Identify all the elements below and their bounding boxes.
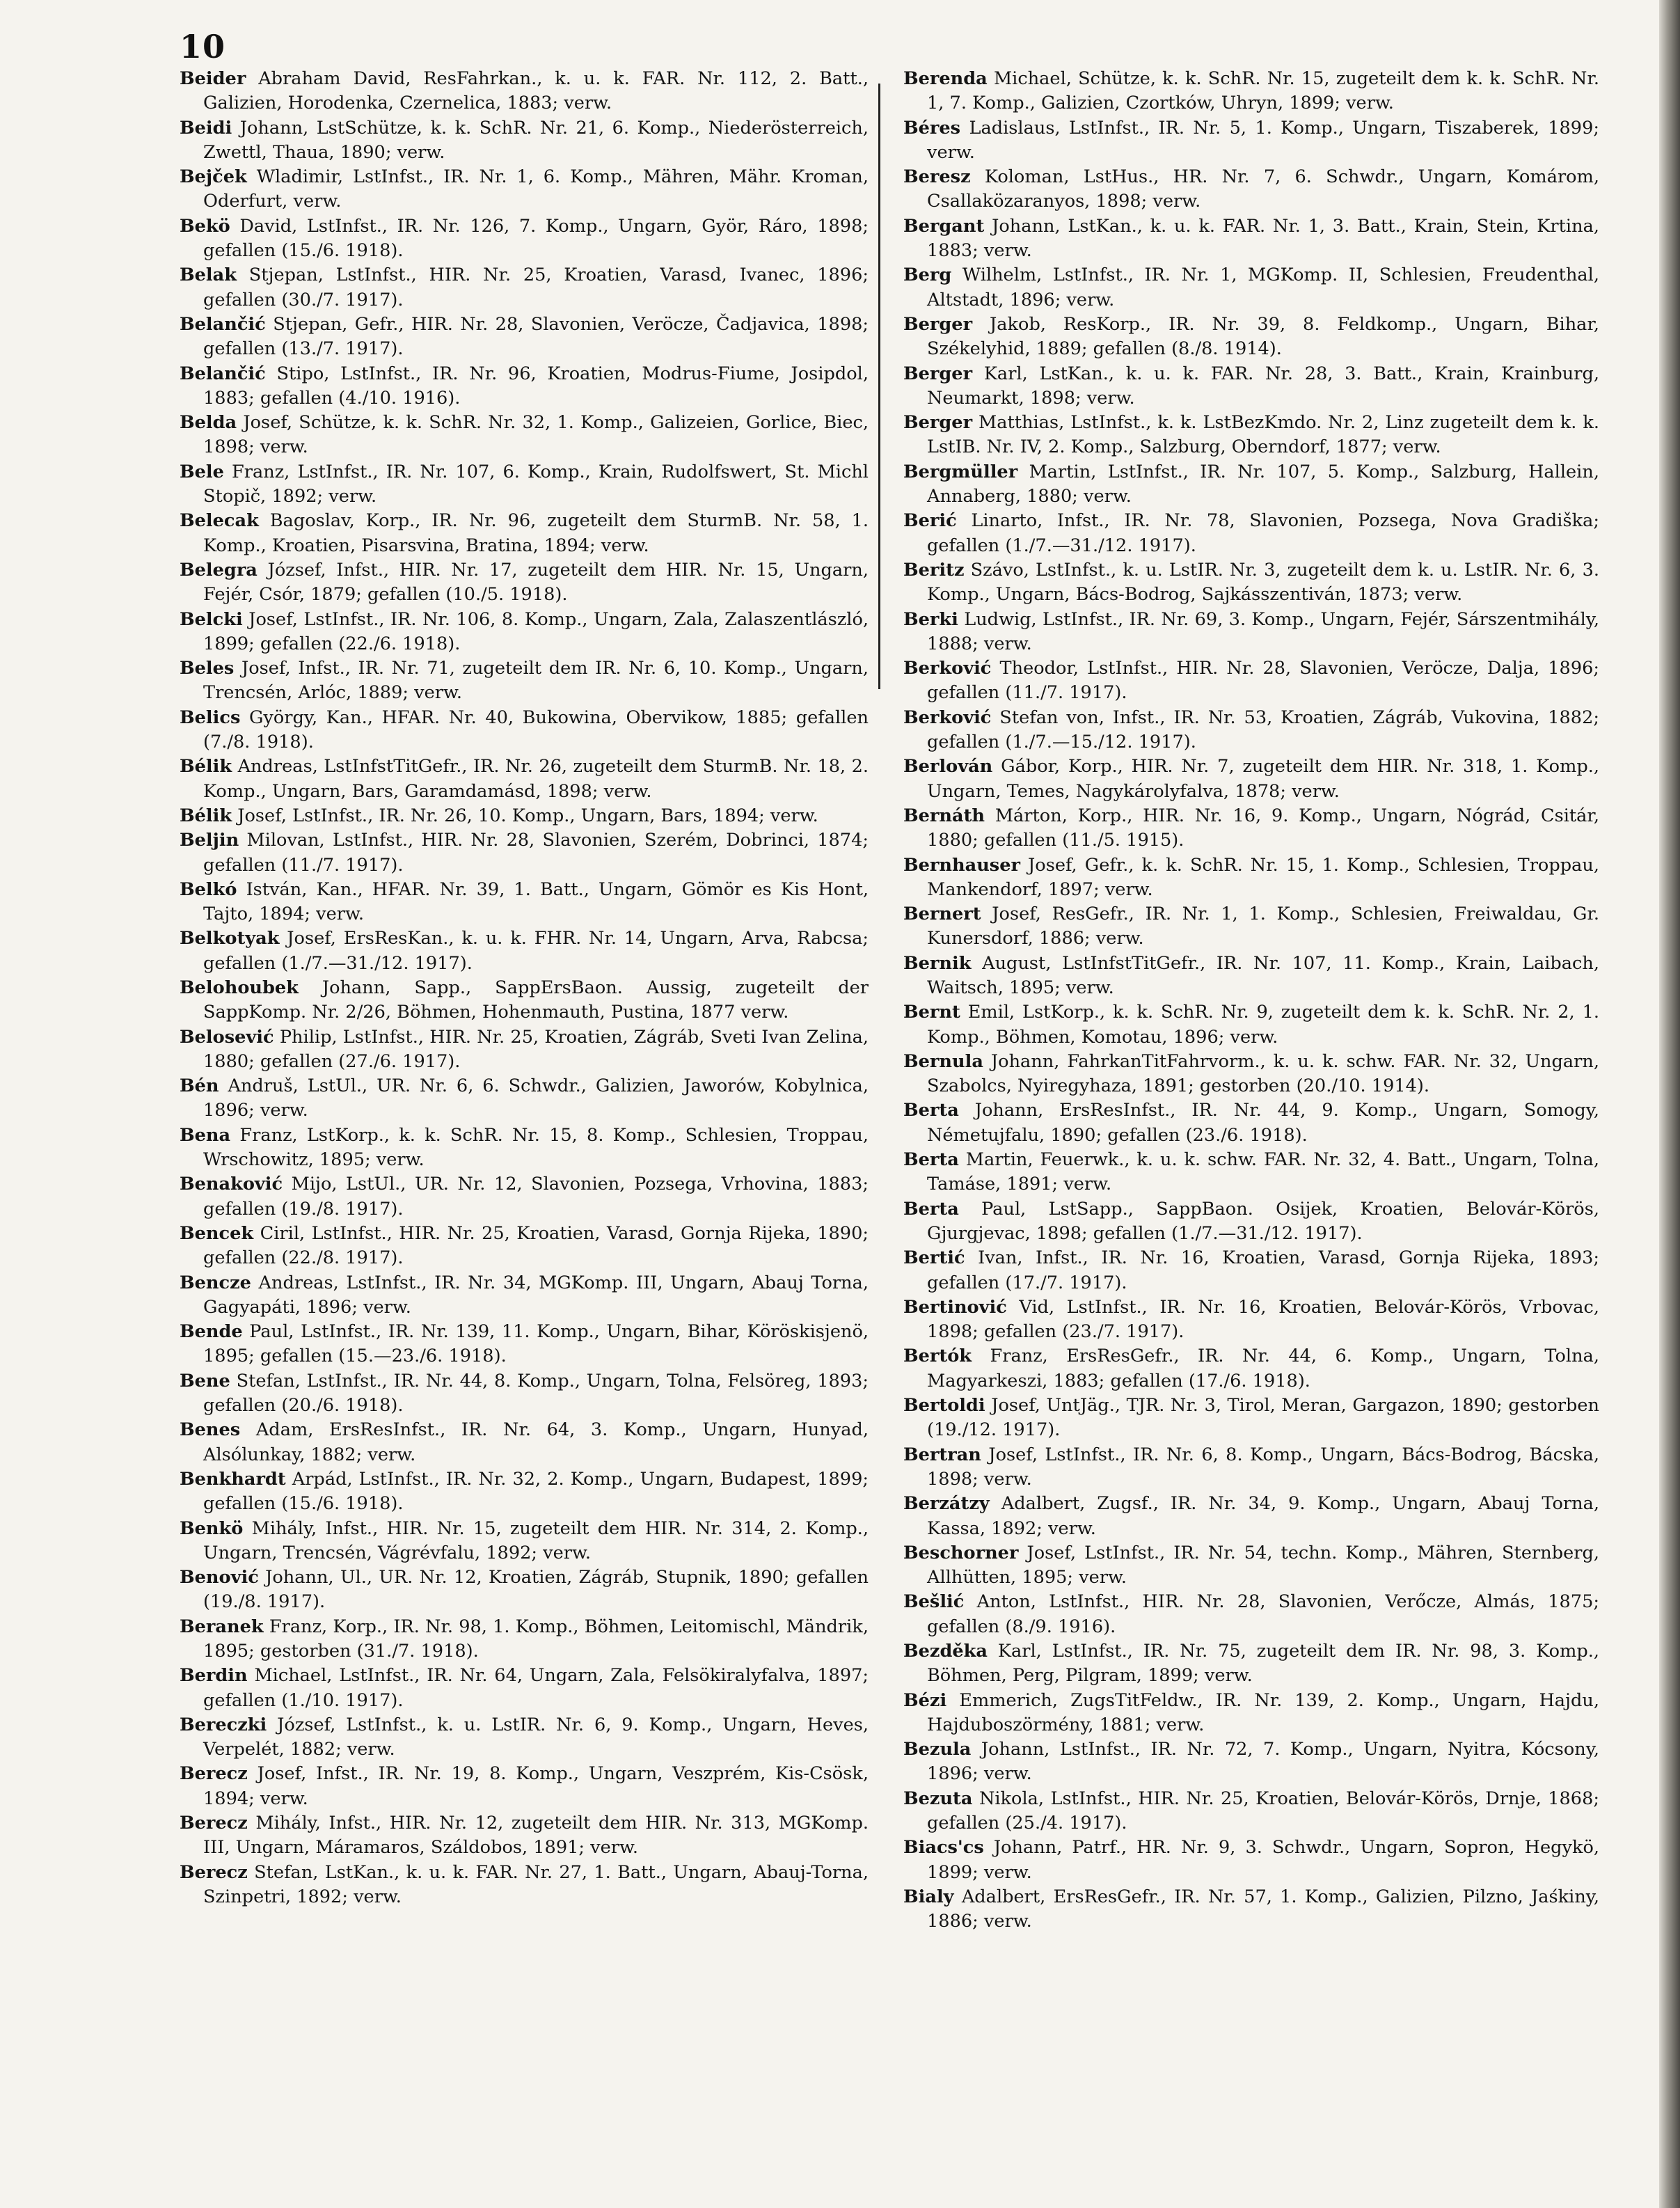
entry-details: Bagoslav, Korp., IR. Nr. 96, zugeteilt dem SturmB. Nr. 58, 1. Komp., Kroatien, Pisarsvina, Bratina, 1894; verw.	[203, 510, 869, 556]
entry-details: Nikola, LstInfst., HIR. Nr. 25, Kroatien, Belovár-Körös, Drnje, 1868; gefallen (25./4. 1917).	[927, 1788, 1599, 1834]
entry-details: Martin, Feuerwk., k. u. k. schw. FAR. Nr. 32, 4. Batt., Ungarn, Tolna, Tamáse, 1891; verw.	[927, 1149, 1599, 1195]
register-entry	[903, 804, 1599, 853]
register-entry	[180, 1811, 869, 1861]
register-entry	[903, 902, 1599, 952]
entry-details: Adam, ErsResInfst., IR. Nr. 64, 3. Komp., Ungarn, Hunyad, Alsólunkay, 1882; verw.	[203, 1419, 869, 1465]
entry-surname: Berger	[903, 412, 973, 434]
entry-details: Franz, Korp., IR. Nr. 98, 1. Komp., Böhmen, Leitomischl, Mändrik, 1895; gestorben (31./7. 1918).	[203, 1616, 869, 1662]
register-entry	[180, 1369, 869, 1419]
entry-details: Josef, LstInfst., IR. Nr. 106, 8. Komp., Ungarn, Zala, Zalaszentlászló, 1899; gefallen (22./6. 1918).	[203, 608, 869, 654]
register-entry	[180, 1025, 869, 1075]
entry-surname: Bešlić	[903, 1591, 965, 1613]
register-entry	[180, 656, 869, 706]
entry-surname: Berlován	[903, 756, 993, 778]
entry-surname: Bekö	[180, 215, 230, 237]
entry-surname: Beresz	[903, 166, 971, 188]
entry-surname: Biacs'cs	[903, 1837, 984, 1859]
entry-surname: Bernik	[903, 952, 972, 974]
entry-details: Matthias, LstInfst., k. k. LstBezKmdo. Nr. 2, Linz zugeteilt dem k. k. LstIB. Nr. IV, 2. Komp., Salzburg, Oberndorf, 1877; verw.	[927, 412, 1599, 458]
entry-details: Wladimir, LstInfst., IR. Nr. 1, 6. Komp., Mähren, Mähr. Kroman, Oderfurt, verw.	[203, 166, 869, 212]
entry-details: Franz, LstKorp., k. k. SchR. Nr. 15, 8. Komp., Schlesien, Troppau, Wrschowitz, 1895; verw.	[203, 1124, 869, 1171]
register-entry	[180, 1517, 869, 1566]
entry-details: Andreas, LstInfstTitGefr., IR. Nr. 26, zugeteilt dem SturmB. Nr. 18, 2. Komp., Ungarn, Bars, Garamdamásd, 1898; verw.	[203, 756, 869, 802]
entry-details: Franz, LstInfst., IR. Nr. 107, 6. Komp., Krain, Rudolfswert, St. Michl Stopič, 1892; verw.	[203, 461, 869, 507]
entry-surname: Belkó	[180, 878, 237, 900]
register-entry	[180, 1861, 869, 1910]
entry-surname: Belcki	[180, 608, 243, 630]
entry-surname: Bencze	[180, 1272, 251, 1293]
register-entry	[180, 1123, 869, 1173]
register-entry	[903, 411, 1599, 460]
register-entry	[903, 313, 1599, 362]
register-entry	[180, 976, 869, 1025]
page-number: 10	[180, 28, 226, 65]
register-entry	[903, 558, 1599, 608]
register-entry	[180, 1074, 869, 1123]
entry-surname: Bialy	[903, 1886, 954, 1907]
entry-details: Johann, Sapp., SappErsBaon. Aussig, zugeteilt der SappKomp. Nr. 2/26, Böhmen, Hohenmauth, Pustina, 1877 verw.	[203, 977, 869, 1023]
register-entry	[903, 1000, 1599, 1050]
entry-details: Vid, LstInfst., IR. Nr. 16, Kroatien, Belovár-Körös, Vrbovac, 1898; gefallen (23./7. 1917).	[927, 1296, 1599, 1343]
entry-surname: Bernert	[903, 904, 981, 925]
register-entry	[180, 755, 869, 804]
entry-details: Josef, ErsResKan., k. u. k. FHR. Nr. 14, Ungarn, Arva, Rabcsa; gefallen (1./7.—31./12. 1917).	[203, 928, 869, 974]
entry-details: Josef, Infst., IR. Nr. 71, zugeteilt dem IR. Nr. 6, 10. Komp., Ungarn, Trencsén, Arlóc, 1889; verw.	[203, 658, 869, 704]
entry-surname: Belosević	[180, 1026, 274, 1048]
entry-surname: Bencek	[180, 1222, 254, 1244]
entry-surname: Bena	[180, 1124, 231, 1146]
register-entry	[180, 1172, 869, 1222]
register-entry	[903, 362, 1599, 411]
register-entry	[903, 165, 1599, 214]
entry-details: Johann, LstKan., k. u. k. FAR. Nr. 1, 3. Batt., Krain, Stein, Krtina, 1883; verw.	[927, 215, 1599, 262]
entry-details: Josef, Infst., IR. Nr. 19, 8. Komp., Ungarn, Veszprém, Kis-Csösk, 1894; verw.	[203, 1763, 869, 1809]
entry-details: Franz, ErsResGefr., IR. Nr. 44, 6. Komp., Ungarn, Tolna, Magyarkeszi, 1883; gefallen (17./6. 1918).	[927, 1346, 1599, 1391]
register-entry	[903, 263, 1599, 313]
entry-surname: Bertran	[903, 1444, 981, 1465]
register-entry	[903, 1295, 1599, 1345]
entry-surname: Belegra	[180, 559, 257, 581]
register-entry	[903, 67, 1599, 116]
register-entry	[903, 1098, 1599, 1148]
entry-surname: Belančić	[180, 313, 266, 335]
entry-surname: Bene	[180, 1370, 230, 1391]
right-column	[903, 67, 1599, 1934]
register-entry	[903, 214, 1599, 264]
entry-details: Paul, LstSapp., SappBaon. Osijek, Kroatien, Belovár-Körös, Gjurgjevac, 1898; gefallen (1./7.—31./12. 1917).	[927, 1198, 1599, 1244]
register-entry	[903, 1541, 1599, 1591]
register-entry	[180, 1762, 869, 1811]
entry-surname: Bélik	[180, 805, 232, 826]
register-entry	[180, 362, 869, 411]
entry-surname: Bele	[180, 461, 224, 482]
register-entry	[180, 263, 869, 313]
entry-details: Johann, Patrf., HR. Nr. 9, 3. Schwdr., Ungarn, Sopron, Hegykö, 1899; verw.	[927, 1837, 1600, 1883]
register-entry	[903, 608, 1599, 657]
entry-details: Theodor, LstInfst., HIR. Nr. 28, Slavonien, Veröcze, Dalja, 1896; gefallen (11./7. 1917).	[927, 658, 1600, 704]
entry-surname: Bezuta	[903, 1788, 973, 1809]
register-entry	[903, 1885, 1599, 1934]
register-entry	[903, 755, 1599, 804]
entry-details: Andreas, LstInfst., IR. Nr. 34, MGKomp. III, Ungarn, Abauj Torna, Gagyapáti, 1896; verw.	[203, 1272, 869, 1318]
entry-surname: Berić	[903, 510, 957, 532]
entry-surname: Beider	[180, 68, 246, 89]
entry-details: Mihály, Infst., HIR. Nr. 12, zugeteilt dem HIR. Nr. 313, MGKomp. III, Ungarn, Máramaros, Száldobos, 1891; verw.	[203, 1813, 869, 1859]
register-entry	[180, 926, 869, 976]
entry-surname: Berta	[903, 1198, 959, 1220]
entry-details: Stipo, LstInfst., IR. Nr. 96, Kroatien, Modrus-Fiume, Josipdol, 1883; gefallen (4./10. 1916).	[203, 363, 869, 409]
entry-surname: Beritz	[903, 559, 965, 581]
entry-surname: Beranek	[180, 1616, 264, 1637]
entry-details: Karl, LstKan., k. u. k. FAR. Nr. 28, 3. Batt., Krain, Krainburg, Neumarkt, 1898; verw.	[927, 363, 1599, 409]
entry-surname: Benkhardt	[180, 1468, 286, 1490]
register-entry	[903, 952, 1599, 1001]
entry-surname: Benes	[180, 1419, 241, 1441]
entry-details: Josef, ResGefr., IR. Nr. 1, 1. Komp., Schlesien, Freiwaldau, Gr. Kunersdorf, 1886; verw.	[927, 904, 1599, 949]
entry-surname: Bejček	[180, 166, 247, 188]
entry-surname: Beljin	[180, 830, 239, 851]
entry-details: Ciril, LstInfst., HIR. Nr. 25, Kroatien, Varasd, Gornja Rijeka, 1890; gefallen (22./8. 1917).	[203, 1222, 869, 1269]
entry-surname: Berecz	[180, 1763, 248, 1785]
register-entry	[180, 1713, 869, 1763]
register-entry	[180, 165, 869, 214]
entry-surname: Bergant	[903, 215, 985, 237]
register-entry	[180, 828, 869, 878]
register-entry	[903, 1344, 1599, 1394]
register-entry	[180, 1271, 869, 1320]
register-entry	[180, 116, 869, 166]
entry-details: Paul, LstInfst., IR. Nr. 139, 11. Komp., Ungarn, Bihar, Köröskisjenö, 1895; gefallen (15.—23./6. 1918).	[203, 1321, 869, 1367]
register-entry	[180, 1222, 869, 1271]
entry-surname: Bertoldi	[903, 1395, 985, 1417]
entry-details: Emmerich, ZugsTitFeldw., IR. Nr. 139, 2. Komp., Ungarn, Hajdu, Hajduboszörmény, 1881; verw.	[927, 1689, 1599, 1735]
entry-details: Johann, LstSchütze, k. k. SchR. Nr. 21, 6. Komp., Niederösterreich, Zwettl, Thaua, 1890; verw.	[203, 117, 869, 163]
entry-details: Johann, FahrkanTitFahrvorm., k. u. k. schw. FAR. Nr. 32, Ungarn, Szabolcs, Nyiregyhaza, 1891; gestorben (20./10. 1914).	[927, 1050, 1599, 1097]
register-entry	[903, 853, 1599, 903]
entry-details: Márton, Korp., HIR. Nr. 16, 9. Komp., Ungarn, Nógrád, Csitár, 1880; gefallen (11./5. 1915).	[927, 805, 1599, 851]
entry-surname: Bergmüller	[903, 461, 1018, 482]
entry-surname: Belohoubek	[180, 977, 299, 998]
entry-surname: Bertinović	[903, 1296, 1007, 1318]
entry-details: József, Infst., HIR. Nr. 17, zugeteilt dem HIR. Nr. 15, Ungarn, Fejér, Csór, 1879; gefallen (10./5. 1918).	[203, 559, 869, 606]
entry-surname: Belkotyak	[180, 928, 280, 949]
register-entry	[903, 1590, 1599, 1639]
entry-details: Mihály, Infst., HIR. Nr. 15, zugeteilt dem HIR. Nr. 314, 2. Komp., Ungarn, Trencsén, Vágrévfalu, 1892; verw.	[203, 1517, 869, 1563]
entry-surname: Bezula	[903, 1739, 972, 1760]
entry-surname: Bernáth	[903, 805, 985, 826]
entry-details: Adalbert, ErsResGefr., IR. Nr. 57, 1. Komp., Galizien, Pilzno, Jaśkiny, 1886; verw.	[927, 1886, 1599, 1932]
register-entry	[903, 1443, 1599, 1492]
entry-surname: Belak	[180, 265, 237, 286]
entry-details: Ladislaus, LstInfst., IR. Nr. 5, 1. Komp., Ungarn, Tiszaberek, 1899; verw.	[927, 117, 1599, 163]
register-entry	[180, 878, 869, 927]
register-entry	[903, 1246, 1599, 1295]
register-entry	[903, 1787, 1599, 1836]
entry-details: August, LstInfstTitGefr., IR. Nr. 107, 11. Komp., Krain, Laibach, Waitsch, 1895; verw.	[927, 952, 1600, 998]
entry-details: György, Kan., HFAR. Nr. 40, Bukowina, Obervikow, 1885; gefallen (7./8. 1918).	[203, 707, 869, 753]
entry-surname: Berecz	[180, 1861, 248, 1883]
entry-details: Josef, Gefr., k. k. SchR. Nr. 15, 1. Komp., Schlesien, Troppau, Mankendorf, 1897; verw.	[927, 854, 1599, 900]
entry-details: Johann, LstInfst., IR. Nr. 72, 7. Komp., Ungarn, Nyitra, Kócsony, 1896; verw.	[927, 1739, 1599, 1785]
entry-details: Josef, UntJäg., TJR. Nr. 3, Tirol, Meran, Gargazon, 1890; gestorben (19./12. 1917).	[927, 1395, 1600, 1441]
register-entry	[180, 411, 869, 460]
entry-surname: Bezděka	[903, 1641, 988, 1662]
register-entry	[180, 214, 869, 264]
entry-surname: Béres	[903, 117, 961, 139]
register-entry	[180, 1467, 869, 1517]
entry-details: Stjepan, LstInfst., HIR. Nr. 25, Kroatien, Varasd, Ivanec, 1896; gefallen (30./7. 1917).	[203, 265, 869, 310]
entry-surname: Beidi	[180, 117, 232, 139]
register-entry	[903, 509, 1599, 558]
entry-details: Andruš, LstUl., UR. Nr. 6, 6. Schwdr., Galizien, Jaworów, Kobylnica, 1896; verw.	[203, 1075, 869, 1121]
register-entry	[180, 804, 869, 828]
entry-surname: Bélik	[180, 756, 232, 778]
entry-surname: Belda	[180, 412, 237, 434]
entry-surname: Beschorner	[903, 1542, 1019, 1563]
register-entry	[903, 1050, 1599, 1099]
register-entry	[180, 313, 869, 362]
entry-details: Emil, LstKorp., k. k. SchR. Nr. 9, zugeteilt dem k. k. SchR. Nr. 2, 1. Komp., Böhmen, Komotau, 1896; verw.	[927, 1002, 1600, 1048]
entry-surname: Berta	[903, 1149, 959, 1171]
entry-details: István, Kan., HFAR. Nr. 39, 1. Batt., Ungarn, Gömör es Kis Hont, Tajto, 1894; verw.	[203, 878, 869, 925]
entry-surname: Berger	[903, 363, 973, 384]
entry-details: Wilhelm, LstInfst., IR. Nr. 1, MGKomp. II, Schlesien, Freudenthal, Altstadt, 1896; verw.	[927, 265, 1600, 310]
register-entry	[180, 1418, 869, 1467]
register-entry	[180, 558, 869, 608]
entry-details: Michael, Schütze, k. k. SchR. Nr. 15, zugeteilt dem k. k. SchR. Nr. 1, 7. Komp., Galizien, Czortków, Uhryn, 1899; verw.	[927, 68, 1600, 114]
register-entry	[180, 1566, 869, 1615]
entry-details: Gábor, Korp., HIR. Nr. 7, zugeteilt dem HIR. Nr. 318, 1. Komp., Ungarn, Temes, Nagykárolyfalva, 1878; verw.	[927, 756, 1599, 802]
entry-surname: Bernhauser	[903, 854, 1020, 876]
entry-details: Jakob, ResKorp., IR. Nr. 39, 8. Feldkomp., Ungarn, Bihar, Székelyhid, 1889; gefallen (8./8. 1914).	[927, 313, 1600, 360]
entry-surname: Bertić	[903, 1247, 965, 1269]
entry-surname: Bézi	[903, 1689, 947, 1711]
entry-surname: Belecak	[180, 510, 259, 532]
entry-details: Michael, LstInfst., IR. Nr. 64, Ungarn, Zala, Felsökiralyfalva, 1897; gefallen (1./10. 1917).	[203, 1665, 869, 1711]
entry-details: Josef, LstInfst., IR. Nr. 54, techn. Komp., Mähren, Sternberg, Allhütten, 1895; verw.	[927, 1542, 1600, 1588]
entry-details: Josef, LstInfst., IR. Nr. 6, 8. Komp., Ungarn, Bács-Bodrog, Bácska, 1898; verw.	[927, 1444, 1599, 1490]
entry-details: Josef, LstInfst., IR. Nr. 26, 10. Komp., Ungarn, Bars, 1894; verw.	[237, 805, 818, 826]
register-entry	[903, 1689, 1599, 1738]
entry-surname: Berenda	[903, 68, 988, 89]
column-divider	[878, 84, 880, 689]
register-entry	[903, 1492, 1599, 1541]
register-entry	[903, 656, 1599, 706]
entry-details: Philip, LstInfst., HIR. Nr. 25, Kroatien, Zágráb, Sveti Ivan Zelina, 1880; gefallen (27./6. 1917).	[203, 1026, 869, 1072]
entry-surname: Benović	[180, 1567, 259, 1588]
entry-surname: Berdin	[180, 1665, 248, 1687]
entry-details: Mijo, LstUl., UR. Nr. 12, Slavonien, Pozsega, Vrhovina, 1883; gefallen (19./8. 1917).	[203, 1174, 869, 1220]
entry-surname: Berecz	[180, 1813, 248, 1834]
entry-surname: Benaković	[180, 1174, 283, 1195]
register-entry	[903, 116, 1599, 166]
entry-surname: Berzátzy	[903, 1493, 990, 1515]
entry-surname: Benkö	[180, 1517, 244, 1539]
entry-details: Milovan, LstInfst., HIR. Nr. 28, Slavonien, Szerém, Dobrinci, 1874; gefallen (11./7. 1917).	[203, 830, 869, 876]
entry-surname: Bereczki	[180, 1714, 267, 1735]
entry-surname: Berta	[903, 1100, 959, 1121]
register-entry	[903, 1639, 1599, 1689]
register-entry	[903, 1197, 1599, 1247]
entry-details: Johann, ErsResInfst., IR. Nr. 44, 9. Komp., Ungarn, Somogy, Németujfalu, 1890; gefallen (23./6. 1918).	[927, 1100, 1600, 1146]
entry-details: József, LstInfst., k. u. LstIR. Nr. 6, 9. Komp., Ungarn, Heves, Verpelét, 1882; verw.	[203, 1714, 869, 1760]
entry-details: Szávo, LstInfst., k. u. LstIR. Nr. 3, zugeteilt dem k. u. LstIR. Nr. 6, 3. Komp., Ungarn, Bács-Bodrog, Sajkásszentiván, 1873; verw.	[927, 559, 1599, 606]
entry-surname: Bernt	[903, 1002, 960, 1023]
entry-surname: Berković	[903, 707, 992, 728]
entry-surname: Berković	[903, 658, 992, 679]
entry-surname: Berg	[903, 265, 952, 286]
register-entry	[903, 706, 1599, 755]
register-entry	[903, 1394, 1599, 1443]
entry-details: Linarto, Infst., IR. Nr. 78, Slavonien, Pozsega, Nova Gradiška; gefallen (1./7.—31./12. 1917).	[927, 510, 1600, 556]
entry-details: Josef, Schütze, k. k. SchR. Nr. 32, 1. Komp., Galizeien, Gorlice, Biec, 1898; verw.	[203, 412, 869, 458]
entry-details: Johann, Ul., UR. Nr. 12, Kroatien, Zágráb, Stupnik, 1890; gefallen (19./8. 1917).	[203, 1567, 869, 1613]
register-entry	[180, 67, 869, 116]
entry-details: Stjepan, Gefr., HIR. Nr. 28, Slavonien, Veröcze, Čadjavica, 1898; gefallen (13./7. 1917).	[203, 313, 869, 360]
entry-details: Koloman, LstHus., HR. Nr. 7, 6. Schwdr., Ungarn, Komárom, Csallaközaranyos, 1898; verw.	[927, 166, 1599, 212]
register-entry	[903, 1148, 1599, 1197]
register-entry	[903, 1836, 1599, 1885]
register-entry	[180, 1664, 869, 1713]
register-entry	[180, 509, 869, 558]
entry-surname: Belančić	[180, 363, 266, 384]
entry-surname: Berger	[903, 313, 973, 335]
entry-surname: Beles	[180, 658, 235, 679]
entry-details: Ludwig, LstInfst., IR. Nr. 69, 3. Komp., Ungarn, Fejér, Sárszentmihály, 1888; verw.	[927, 608, 1599, 654]
register-entry	[903, 460, 1599, 510]
page-edge-shadow	[1659, 0, 1680, 2208]
register-entry	[180, 460, 869, 510]
left-column	[180, 67, 869, 1909]
entry-details: Martin, LstInfst., IR. Nr. 107, 5. Komp., Salzburg, Hallein, Annaberg, 1880; verw.	[927, 461, 1599, 507]
register-entry	[180, 1615, 869, 1664]
entry-surname: Bernula	[903, 1050, 983, 1072]
register-entry	[180, 706, 869, 755]
entry-details: Karl, LstInfst., IR. Nr. 75, zugeteilt dem IR. Nr. 98, 3. Komp., Böhmen, Perg, Pilgram, 1899; verw.	[927, 1641, 1599, 1687]
entry-details: Ivan, Infst., IR. Nr. 16, Kroatien, Varasd, Gornja Rijeka, 1893; gefallen (17./7. 1917).	[927, 1247, 1600, 1293]
entry-details: Abraham David, ResFahrkan., k. u. k. FAR. Nr. 112, 2. Batt., Galizien, Horodenka, Czernelica, 1883; verw.	[203, 68, 869, 114]
entry-details: Adalbert, Zugsf., IR. Nr. 34, 9. Komp., Ungarn, Abauj Torna, Kassa, 1892; verw.	[927, 1493, 1599, 1539]
entry-surname: Bende	[180, 1321, 243, 1343]
entry-details: Stefan, LstInfst., IR. Nr. 44, 8. Komp., Ungarn, Tolna, Felsöreg, 1893; gefallen (20./6. 1918).	[203, 1370, 869, 1417]
entry-surname: Belics	[180, 707, 241, 728]
entry-details: David, LstInfst., IR. Nr. 126, 7. Komp., Ungarn, Györ, Ráro, 1898; gefallen (15./6. 1918).	[203, 215, 869, 262]
entry-details: Stefan, LstKan., k. u. k. FAR. Nr. 27, 1. Batt., Ungarn, Abauj-Torna, Szinpetri, 1892; verw.	[203, 1861, 869, 1907]
entry-surname: Bén	[180, 1075, 219, 1097]
entry-details: Stefan von, Infst., IR. Nr. 53, Kroatien, Zágráb, Vukovina, 1882; gefallen (1./7.—15./12. 1917).	[927, 707, 1599, 753]
entry-surname: Bertók	[903, 1346, 972, 1367]
register-entry	[903, 1737, 1599, 1787]
register-entry	[180, 1320, 869, 1369]
register-entry	[180, 608, 869, 657]
entry-surname: Berki	[903, 608, 958, 630]
entry-details: Arpád, LstInfst., IR. Nr. 32, 2. Komp., Ungarn, Budapest, 1899; gefallen (15./6. 1918).	[203, 1468, 869, 1515]
entry-details: Anton, LstInfst., HIR. Nr. 28, Slavonien, Verőcze, Almás, 1875; gefallen (8./9. 1916).	[927, 1591, 1599, 1637]
